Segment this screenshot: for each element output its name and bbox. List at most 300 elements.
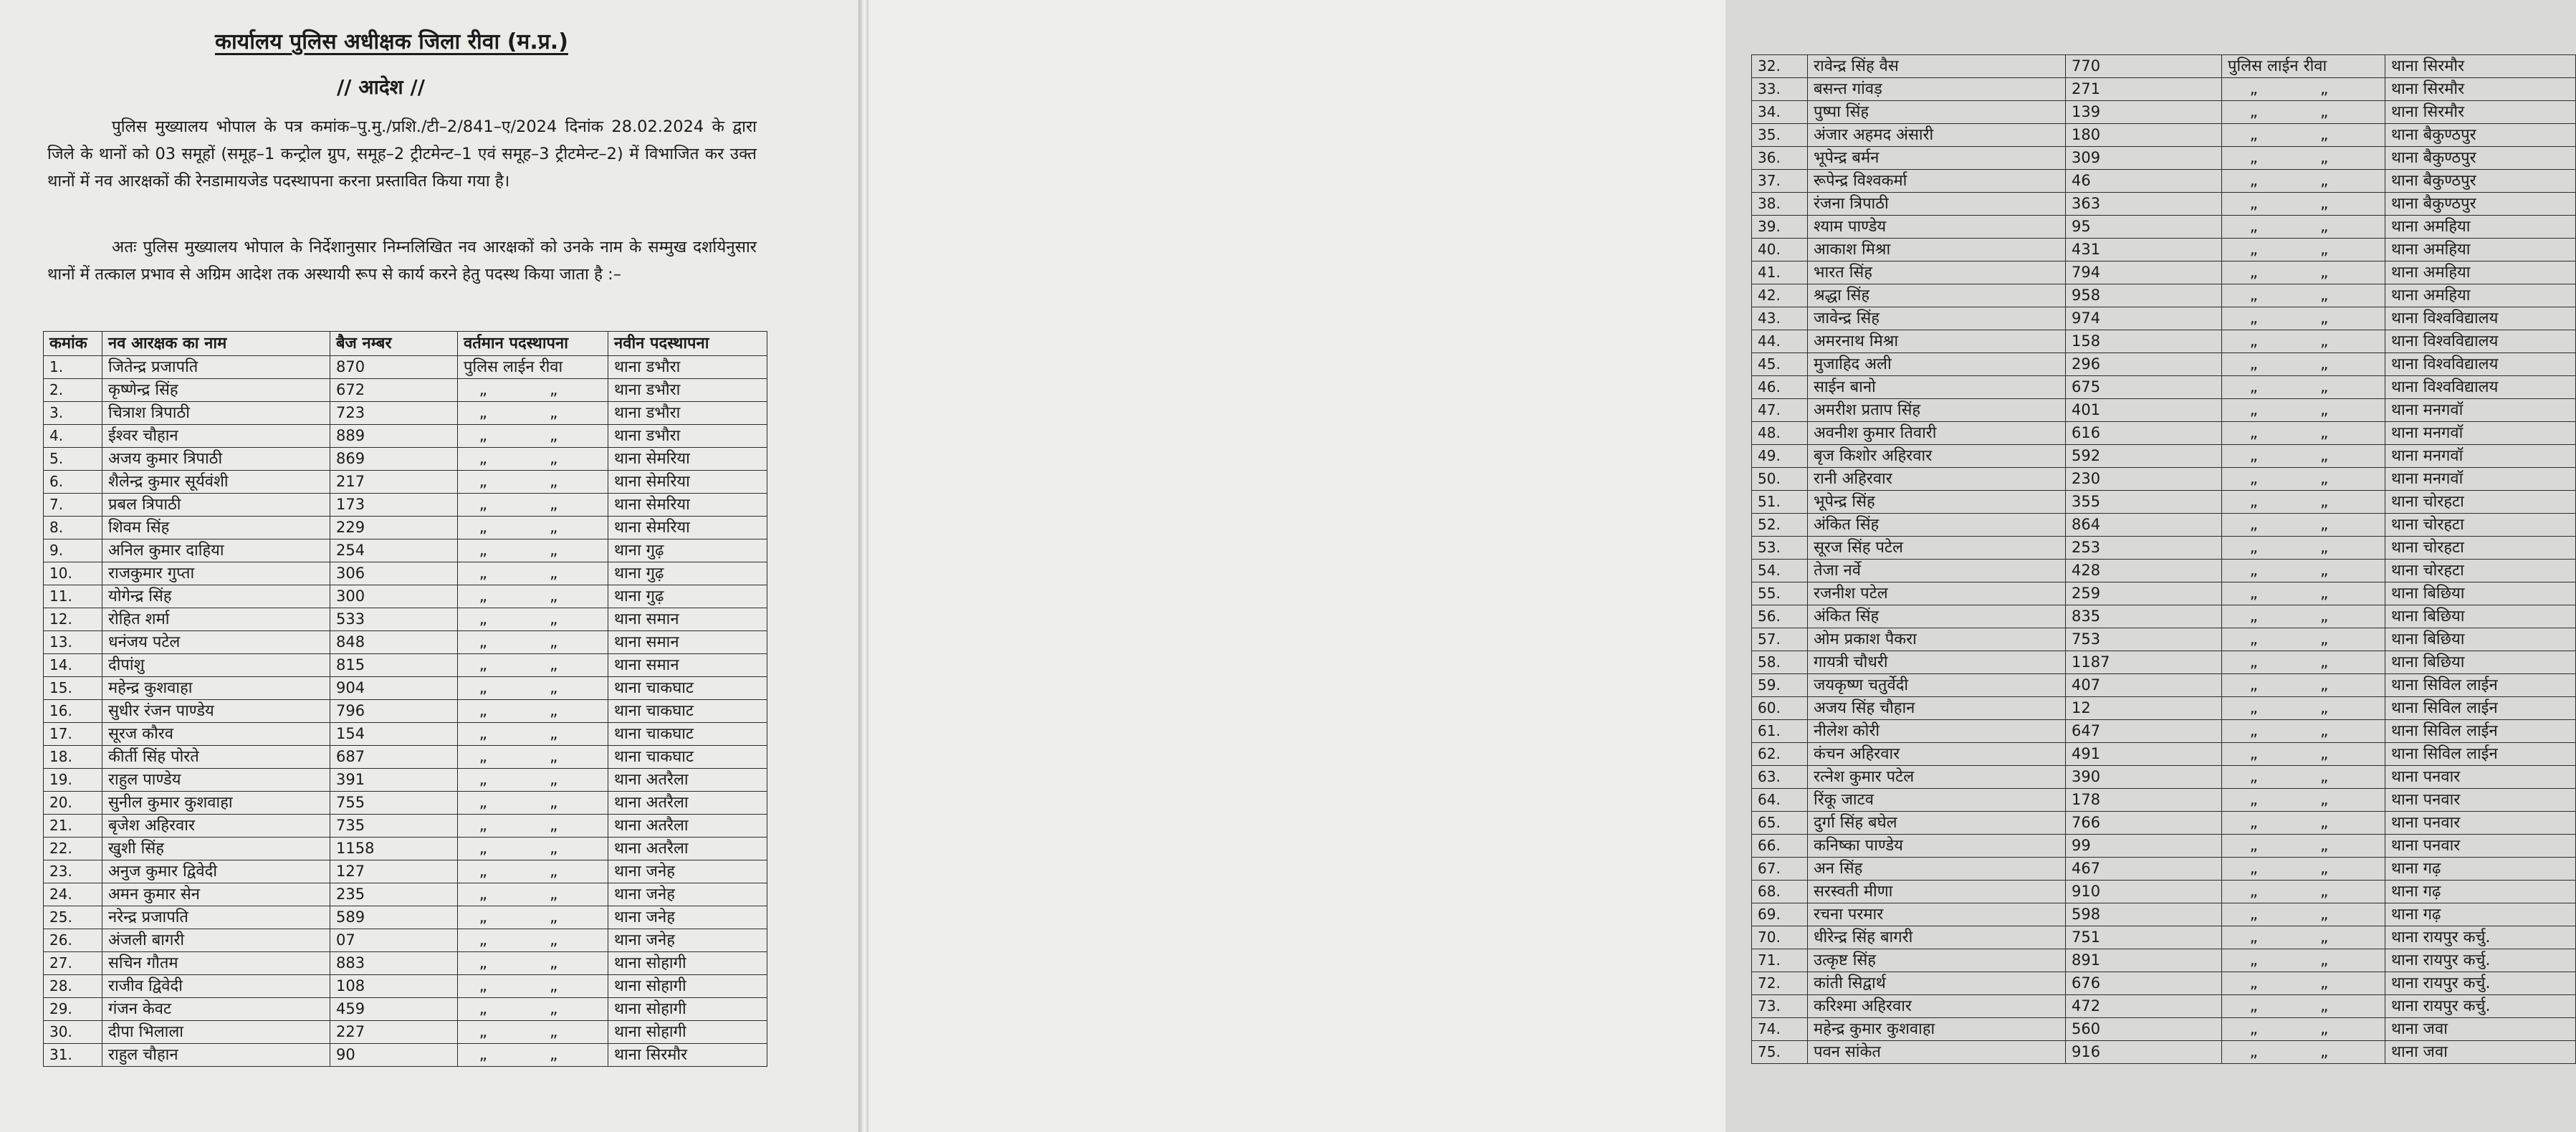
current-posting-cell: „ „	[2222, 674, 2385, 697]
table-row	[44, 631, 767, 654]
serial-cell: 11.	[44, 585, 102, 608]
table-row	[1752, 582, 2576, 605]
badge-cell: 12	[2066, 697, 2222, 720]
current-posting-cell: „ „	[2222, 422, 2385, 445]
new-posting-cell: थाना मनगवॉ	[2385, 445, 2576, 468]
serial-cell: 19.	[44, 769, 102, 792]
table-row	[44, 929, 767, 952]
new-posting-cell: थाना पनवार	[2385, 812, 2576, 835]
badge-cell: 870	[330, 356, 458, 379]
badge-cell: 491	[2066, 743, 2222, 766]
serial-cell: 53.	[1752, 537, 1808, 560]
serial-cell: 14.	[44, 654, 102, 677]
new-posting-cell: थाना सिरमौर	[2385, 55, 2576, 78]
badge-cell: 178	[2066, 789, 2222, 812]
current-posting-cell: „ „	[2222, 147, 2385, 170]
serial-cell: 58.	[1752, 651, 1808, 674]
serial-cell: 47.	[1752, 399, 1808, 422]
table-row	[1752, 972, 2576, 995]
badge-cell: 407	[2066, 674, 2222, 697]
table-row	[1752, 560, 2576, 582]
current-posting-cell: „ „	[2222, 216, 2385, 239]
name-cell: प्रबल त्रिपाठी	[102, 494, 330, 517]
table-row	[44, 1021, 767, 1044]
current-posting-cell: „ „	[458, 402, 608, 425]
badge-cell: 401	[2066, 399, 2222, 422]
new-posting-cell: थाना सेमरिया	[608, 517, 767, 539]
new-posting-cell: थाना समान	[608, 654, 767, 677]
table-row	[1752, 445, 2576, 468]
new-posting-cell: थाना चोरहटा	[2385, 537, 2576, 560]
table-row	[1752, 262, 2576, 284]
serial-cell: 24.	[44, 883, 102, 906]
badge-cell: 864	[2066, 514, 2222, 537]
table-row	[1752, 376, 2576, 399]
badge-cell: 46	[2066, 170, 2222, 193]
current-posting-cell: „ „	[458, 723, 608, 746]
table-row	[1752, 812, 2576, 835]
badge-cell: 676	[2066, 972, 2222, 995]
new-posting-cell: थाना मनगवॉ	[2385, 468, 2576, 491]
name-cell: सरस्वती मीणा	[1808, 881, 2066, 903]
serial-cell: 25.	[44, 906, 102, 929]
badge-cell: 910	[2066, 881, 2222, 903]
new-posting-cell: थाना चोरहटा	[2385, 491, 2576, 514]
serial-cell: 4.	[44, 425, 102, 448]
name-cell: अनुज कुमार द्विवेदी	[102, 860, 330, 883]
new-posting-cell: थाना विश्वविद्यालय	[2385, 330, 2576, 353]
badge-cell: 355	[2066, 491, 2222, 514]
new-posting-cell: थाना अतरैला	[608, 769, 767, 792]
badge-cell: 735	[330, 815, 458, 838]
table-row	[44, 792, 767, 815]
name-cell: कनिष्का पाण्डेय	[1808, 835, 2066, 858]
current-posting-cell: „ „	[2222, 972, 2385, 995]
new-posting-cell: थाना बिछिया	[2385, 651, 2576, 674]
badge-cell: 173	[330, 494, 458, 517]
name-cell: सूरज कौरव	[102, 723, 330, 746]
table-row	[44, 517, 767, 539]
new-posting-cell: थाना गुढ़	[608, 585, 767, 608]
new-posting-cell: थाना बिछिया	[2385, 628, 2576, 651]
current-posting-cell: „ „	[2222, 124, 2385, 147]
new-posting-cell: थाना सेमरिया	[608, 494, 767, 517]
new-posting-cell: थाना जनेह	[608, 906, 767, 929]
name-cell: भूपेन्द्र बर्मन	[1808, 147, 2066, 170]
page-left	[0, 0, 858, 1132]
table-row	[44, 379, 767, 402]
new-posting-cell: थाना बैकुण्ठपुर	[2385, 170, 2576, 193]
serial-cell: 27.	[44, 952, 102, 975]
current-posting-cell: „ „	[458, 815, 608, 838]
serial-cell: 32.	[1752, 55, 1808, 78]
table-row	[1752, 307, 2576, 330]
badge-cell: 647	[2066, 720, 2222, 743]
serial-cell: 48.	[1752, 422, 1808, 445]
table-row	[1752, 835, 2576, 858]
badge-cell: 296	[2066, 353, 2222, 376]
table-row	[44, 838, 767, 860]
badge-cell: 589	[330, 906, 458, 929]
table-row	[1752, 697, 2576, 720]
badge-cell: 95	[2066, 216, 2222, 239]
new-posting-cell: थाना सिरमौर	[2385, 101, 2576, 124]
badge-cell: 869	[330, 448, 458, 471]
new-posting-cell: थाना विश्वविद्यालय	[2385, 307, 2576, 330]
serial-cell: 30.	[44, 1021, 102, 1044]
new-posting-cell: थाना मनगवॉ	[2385, 422, 2576, 445]
new-posting-cell: थाना चाकघाट	[608, 700, 767, 723]
badge-cell: 766	[2066, 812, 2222, 835]
header-badge: बैज नम्बर	[330, 332, 458, 356]
new-posting-cell: थाना बैकुण्ठपुर	[2385, 147, 2576, 170]
current-posting-cell: „ „	[2222, 1018, 2385, 1041]
table-row	[1752, 537, 2576, 560]
badge-cell: 533	[330, 608, 458, 631]
name-cell: कीर्ती सिंह पोरते	[102, 746, 330, 769]
new-posting-cell: थाना रायपुर कर्चु.	[2385, 949, 2576, 972]
badge-cell: 916	[2066, 1041, 2222, 1064]
serial-cell: 72.	[1752, 972, 1808, 995]
name-cell: श्याम पाण्डेय	[1808, 216, 2066, 239]
current-posting-cell: „ „	[2222, 560, 2385, 582]
table-row	[1752, 674, 2576, 697]
badge-cell: 230	[2066, 468, 2222, 491]
serial-cell: 41.	[1752, 262, 1808, 284]
header-new-posting: नवीन पदस्थापना	[608, 332, 767, 356]
name-cell: गायत्री चौधरी	[1808, 651, 2066, 674]
badge-cell: 770	[2066, 55, 2222, 78]
current-posting-cell: „ „	[458, 906, 608, 929]
name-cell: राजकुमार गुप्ता	[102, 562, 330, 585]
table-row	[44, 860, 767, 883]
serial-cell: 34.	[1752, 101, 1808, 124]
table-row	[1752, 789, 2576, 812]
table-row	[44, 494, 767, 517]
badge-cell: 958	[2066, 284, 2222, 307]
serial-cell: 64.	[1752, 789, 1808, 812]
name-cell: सचिन गौतम	[102, 952, 330, 975]
serial-cell: 9.	[44, 539, 102, 562]
current-posting-cell: „ „	[2222, 376, 2385, 399]
serial-cell: 73.	[1752, 995, 1808, 1018]
new-posting-cell: थाना पनवार	[2385, 835, 2576, 858]
current-posting-cell: „ „	[458, 608, 608, 631]
table-row	[1752, 1018, 2576, 1041]
serial-cell: 22.	[44, 838, 102, 860]
badge-cell: 390	[2066, 766, 2222, 789]
office-title: कार्यालय पुलिस अधीक्षक जिला रीवा (म.प्र.)	[215, 29, 568, 54]
serial-cell: 45.	[1752, 353, 1808, 376]
badge-cell: 592	[2066, 445, 2222, 468]
current-posting-cell: „ „	[2222, 881, 2385, 903]
serial-cell: 1.	[44, 356, 102, 379]
serial-cell: 18.	[44, 746, 102, 769]
name-cell: रचना परमार	[1808, 903, 2066, 926]
badge-cell: 1187	[2066, 651, 2222, 674]
table-row	[1752, 903, 2576, 926]
table-body-left	[44, 356, 767, 1067]
new-posting-cell: थाना डभौरा	[608, 402, 767, 425]
current-posting-cell: „ „	[458, 448, 608, 471]
current-posting-cell: „ „	[2222, 170, 2385, 193]
table-row	[44, 906, 767, 929]
current-posting-cell: „ „	[2222, 743, 2385, 766]
table-row	[1752, 124, 2576, 147]
new-posting-cell: थाना बैकुण्ठपुर	[2385, 193, 2576, 216]
serial-cell: 57.	[1752, 628, 1808, 651]
new-posting-cell: थाना समान	[608, 608, 767, 631]
name-cell: शिवम सिंह	[102, 517, 330, 539]
badge-cell: 108	[330, 975, 458, 998]
new-posting-cell: थाना चाकघाट	[608, 723, 767, 746]
serial-cell: 16.	[44, 700, 102, 723]
new-posting-cell: थाना सिरमौर	[608, 1044, 767, 1067]
current-posting-cell: „ „	[2222, 330, 2385, 353]
badge-cell: 154	[330, 723, 458, 746]
name-cell: जावेन्द्र सिंह	[1808, 307, 2066, 330]
name-cell: अंजार अहमद अंसारी	[1808, 124, 2066, 147]
badge-cell: 07	[330, 929, 458, 952]
table-row	[1752, 766, 2576, 789]
new-posting-cell: थाना विश्वविद्यालय	[2385, 353, 2576, 376]
name-cell: रंजना त्रिपाठी	[1808, 193, 2066, 216]
serial-cell: 2.	[44, 379, 102, 402]
current-posting-cell: „ „	[2222, 720, 2385, 743]
serial-cell: 60.	[1752, 697, 1808, 720]
badge-cell: 751	[2066, 926, 2222, 949]
name-cell: रावेन्द्र सिंह वैस	[1808, 55, 2066, 78]
badge-cell: 672	[330, 379, 458, 402]
badge-cell: 235	[330, 883, 458, 906]
serial-cell: 35.	[1752, 124, 1808, 147]
table-row	[1752, 743, 2576, 766]
serial-cell: 71.	[1752, 949, 1808, 972]
new-posting-cell: थाना विश्वविद्यालय	[2385, 376, 2576, 399]
name-cell: अंकित सिंह	[1808, 605, 2066, 628]
name-cell: अमरीश प्रताप सिंह	[1808, 399, 2066, 422]
serial-cell: 68.	[1752, 881, 1808, 903]
badge-cell: 309	[2066, 147, 2222, 170]
serial-cell: 61.	[1752, 720, 1808, 743]
badge-cell: 259	[2066, 582, 2222, 605]
table-row	[1752, 216, 2576, 239]
name-cell: अजय सिंह चौहान	[1808, 697, 2066, 720]
table-row	[1752, 605, 2576, 628]
serial-cell: 67.	[1752, 858, 1808, 881]
posting-table-left	[43, 331, 767, 1067]
order-paragraph-2: अतः पुलिस मुख्यालय भोपाल के निर्देशानुसार निम्नलिखित नव आरक्षकों को उनके नाम के सम्मुख दर्शायेनुसार थानों में तत्काल प्रभाव से अग्रिम आदेश तक अस्थायी रूप से कार्य करने हेतु पदस्थ किया जाता है :–	[47, 238, 757, 284]
serial-cell: 7.	[44, 494, 102, 517]
table-header-row	[44, 332, 767, 356]
name-cell: कंचन अहिरवार	[1808, 743, 2066, 766]
serial-cell: 43.	[1752, 307, 1808, 330]
serial-cell: 69.	[1752, 903, 1808, 926]
serial-cell: 26.	[44, 929, 102, 952]
table-row	[1752, 468, 2576, 491]
table-row	[44, 746, 767, 769]
current-posting-cell: „ „	[458, 654, 608, 677]
badge-cell: 306	[330, 562, 458, 585]
header-current-posting: वर्तमान पदस्थापना	[458, 332, 608, 356]
name-cell: तेजा नर्वे	[1808, 560, 2066, 582]
new-posting-cell: थाना रायपुर कर्चु.	[2385, 995, 2576, 1018]
table-row	[44, 952, 767, 975]
table-row	[1752, 239, 2576, 262]
new-posting-cell: थाना डभौरा	[608, 356, 767, 379]
current-posting-cell: „ „	[2222, 1041, 2385, 1064]
name-cell: पवन सांकेत	[1808, 1041, 2066, 1064]
current-posting-cell: „ „	[458, 929, 608, 952]
new-posting-cell: थाना बैकुण्ठपुर	[2385, 124, 2576, 147]
table-row	[44, 608, 767, 631]
new-posting-cell: थाना अतरैला	[608, 838, 767, 860]
name-cell: साईन बानो	[1808, 376, 2066, 399]
current-posting-cell: „ „	[458, 975, 608, 998]
name-cell: अंकित सिंह	[1808, 514, 2066, 537]
badge-cell: 90	[330, 1044, 458, 1067]
serial-cell: 55.	[1752, 582, 1808, 605]
serial-cell: 33.	[1752, 78, 1808, 101]
current-posting-cell: „ „	[2222, 949, 2385, 972]
badge-cell: 815	[330, 654, 458, 677]
badge-cell: 227	[330, 1021, 458, 1044]
badge-cell: 794	[2066, 262, 2222, 284]
table-row	[44, 539, 767, 562]
badge-cell: 796	[330, 700, 458, 723]
table-row	[44, 677, 767, 700]
serial-cell: 8.	[44, 517, 102, 539]
table-row	[1752, 284, 2576, 307]
current-posting-cell: „ „	[458, 562, 608, 585]
name-cell: महेन्द्र कुमार कुशवाहा	[1808, 1018, 2066, 1041]
current-posting-cell: „ „	[458, 838, 608, 860]
serial-cell: 65.	[1752, 812, 1808, 835]
badge-cell: 300	[330, 585, 458, 608]
new-posting-cell: थाना सिविल लाईन	[2385, 720, 2576, 743]
name-cell: अजय कुमार त्रिपाठी	[102, 448, 330, 471]
table-row	[44, 585, 767, 608]
page-gutter	[858, 0, 868, 1132]
new-posting-cell: थाना चाकघाट	[608, 746, 767, 769]
current-posting-cell: „ „	[458, 998, 608, 1021]
badge-cell: 891	[2066, 949, 2222, 972]
badge-cell: 253	[2066, 537, 2222, 560]
table-row	[44, 425, 767, 448]
new-posting-cell: थाना मनगवॉ	[2385, 399, 2576, 422]
badge-cell: 904	[330, 677, 458, 700]
name-cell: महेन्द्र कुशवाहा	[102, 677, 330, 700]
name-cell: अंजली बागरी	[102, 929, 330, 952]
new-posting-cell: थाना बिछिया	[2385, 605, 2576, 628]
current-posting-cell: „ „	[2222, 284, 2385, 307]
name-cell: पुष्पा सिंह	[1808, 101, 2066, 124]
new-posting-cell: थाना पनवार	[2385, 789, 2576, 812]
serial-cell: 6.	[44, 471, 102, 494]
table-row	[44, 700, 767, 723]
new-posting-cell: थाना अतरैला	[608, 815, 767, 838]
serial-cell: 5.	[44, 448, 102, 471]
serial-cell: 15.	[44, 677, 102, 700]
current-posting-cell: पुलिस लाईन रीवा	[458, 356, 608, 379]
name-cell: बृज किशोर अहिरवार	[1808, 445, 2066, 468]
serial-cell: 21.	[44, 815, 102, 838]
new-posting-cell: थाना जनेह	[608, 883, 767, 906]
serial-cell: 74.	[1752, 1018, 1808, 1041]
serial-cell: 31.	[44, 1044, 102, 1067]
current-posting-cell: „ „	[458, 700, 608, 723]
new-posting-cell: थाना सेमरिया	[608, 448, 767, 471]
name-cell: धनंजय पटेल	[102, 631, 330, 654]
table-row	[1752, 422, 2576, 445]
serial-cell: 49.	[1752, 445, 1808, 468]
name-cell: रूपेन्द्र विश्वकर्मा	[1808, 170, 2066, 193]
table-row	[1752, 55, 2576, 78]
name-cell: अनिल कुमार दाहिया	[102, 539, 330, 562]
new-posting-cell: थाना अमहिया	[2385, 262, 2576, 284]
new-posting-cell: थाना सोहागी	[608, 975, 767, 998]
badge-cell: 158	[2066, 330, 2222, 353]
new-posting-cell: थाना अमहिया	[2385, 284, 2576, 307]
badge-cell: 459	[330, 998, 458, 1021]
table-row	[44, 1044, 767, 1067]
badge-cell: 363	[2066, 193, 2222, 216]
current-posting-cell: „ „	[2222, 789, 2385, 812]
table-row	[1752, 147, 2576, 170]
name-cell: श्रद्धा सिंह	[1808, 284, 2066, 307]
current-posting-cell: „ „	[458, 517, 608, 539]
name-cell: अमन कुमार सेन	[102, 883, 330, 906]
serial-cell: 20.	[44, 792, 102, 815]
name-cell: अन सिंह	[1808, 858, 2066, 881]
table-row	[1752, 881, 2576, 903]
new-posting-cell: थाना समान	[608, 631, 767, 654]
badge-cell: 472	[2066, 995, 2222, 1018]
new-posting-cell: थाना गुढ़	[608, 562, 767, 585]
current-posting-cell: „ „	[458, 425, 608, 448]
badge-cell: 391	[330, 769, 458, 792]
table-row	[1752, 399, 2576, 422]
page-right	[868, 0, 2499, 1132]
name-cell: राजीव द्विवेदी	[102, 975, 330, 998]
current-posting-cell: „ „	[458, 677, 608, 700]
table-row	[1752, 330, 2576, 353]
current-posting-cell: „ „	[2222, 491, 2385, 514]
current-posting-cell: „ „	[2222, 353, 2385, 376]
current-posting-cell: „ „	[2222, 605, 2385, 628]
name-cell: भूपेन्द्र सिंह	[1808, 491, 2066, 514]
current-posting-cell: „ „	[2222, 262, 2385, 284]
current-posting-cell: „ „	[458, 494, 608, 517]
table-row	[1752, 651, 2576, 674]
current-posting-cell: „ „	[2222, 926, 2385, 949]
new-posting-cell: थाना बिछिया	[2385, 582, 2576, 605]
new-posting-cell: थाना पनवार	[2385, 766, 2576, 789]
current-posting-cell: „ „	[458, 631, 608, 654]
name-cell: सूरज सिंह पटेल	[1808, 537, 2066, 560]
badge-cell: 560	[2066, 1018, 2222, 1041]
header-name: नव आरक्षक का नाम	[102, 332, 330, 356]
current-posting-cell: „ „	[2222, 239, 2385, 262]
name-cell: ईश्वर चौहान	[102, 425, 330, 448]
serial-cell: 37.	[1752, 170, 1808, 193]
table-row	[1752, 78, 2576, 101]
serial-cell: 59.	[1752, 674, 1808, 697]
table-row	[44, 883, 767, 906]
table-row	[44, 448, 767, 471]
badge-cell: 723	[330, 402, 458, 425]
name-cell: जितेन्द्र प्रजापति	[102, 356, 330, 379]
